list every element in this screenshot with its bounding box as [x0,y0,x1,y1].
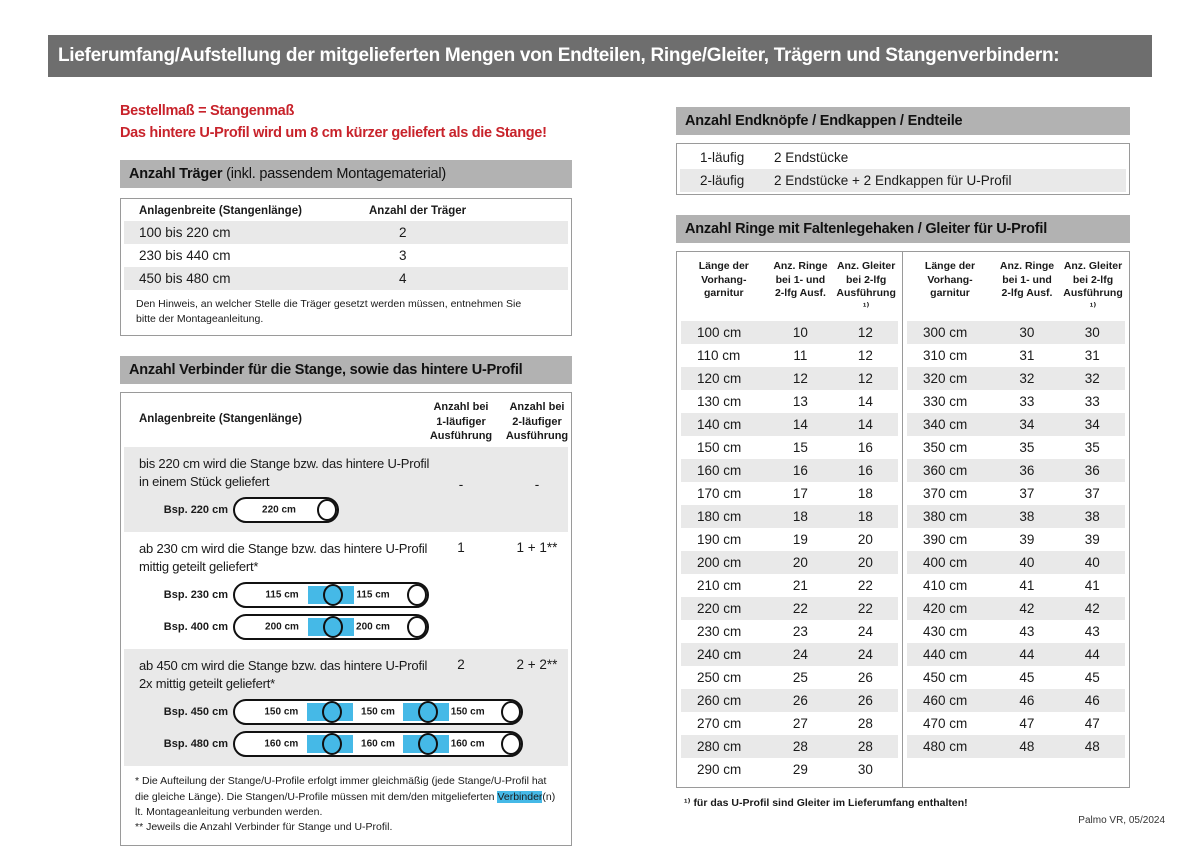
cell-anz-gleiter: 45 [1084,669,1100,685]
cell-laenge: 110 cm [697,347,741,363]
example-label: Bsp. 480 cm [163,738,228,751]
cell-anz-ringe: 40 [1019,554,1035,570]
cell-laenge: 210 cm [697,577,742,593]
cell-anz-gleiter: 31 [1084,347,1100,363]
cell-anzahl-traeger: 3 [399,248,407,263]
ringe-table-right [903,252,1129,787]
header-line: 2-lfg Ausf. [774,287,826,300]
column-header [833,260,899,315]
order-size-note-line1: Bestellmaß = Stangenmaß [120,103,295,119]
curtain-rod-graphic [233,614,429,640]
header-line: bei 1- und [775,273,826,286]
segment-length-label: 200 cm [265,621,299,633]
rod-endcap-icon [501,733,521,755]
cell-laenge: 320 cm [923,370,968,386]
cell-laenge: 420 cm [923,600,968,616]
cell-anz-gleiter: 46 [1084,692,1100,708]
traeger-rows [121,221,571,290]
header-line: Anz. Gleiter [1063,260,1123,272]
header-line: Ausführung ¹⁾ [836,287,896,313]
header-line: Anz. Gleiter [836,260,896,272]
table-row [681,321,898,344]
cell-laenge: 220 cm [697,600,742,616]
cell-laenge: 150 cm [697,439,742,455]
cell-anz-gleiter: 36 [1084,462,1100,478]
cell-anzahl-2laeufig: - [534,477,540,493]
header-line: Anzahl bei [433,401,489,414]
cell-laenge: 250 cm [697,669,742,685]
cell-laenge: 390 cm [923,531,968,547]
cell-anz-gleiter: 20 [857,531,873,547]
cell-laenge: 280 cm [697,738,742,754]
verbinder-table [120,392,572,846]
cell-anz-gleiter: 12 [857,347,873,363]
ringe-header-row [680,256,899,321]
table-row [907,505,1125,528]
cell-anz-gleiter: 28 [857,738,873,754]
cell-anz-gleiter: 20 [857,554,873,570]
verbinder-section-title: Anzahl Verbinder für die Stange, sowie das hintere U-Profil [129,362,523,379]
cell-anz-ringe: 14 [792,416,808,432]
cell-anz-gleiter: 40 [1084,554,1100,570]
cell-anz-ringe: 17 [792,485,808,501]
cell-anz-ringe: 16 [792,462,808,478]
cell-anz-ringe: 13 [792,393,808,409]
table-row [907,712,1125,735]
cell-anzahl-1laeufig: 1 [457,540,465,556]
cell-anz-ringe: 27 [792,715,808,731]
cell-laenge: 180 cm [697,508,742,524]
table-row [907,390,1125,413]
header-line: Anz. Ringe [773,260,828,272]
header-line: Vorhang- [701,273,747,286]
cell-anz-gleiter: 44 [1084,646,1100,662]
curtain-rod-graphic [233,731,523,757]
cell-anz-ringe: 42 [1019,600,1035,616]
cell-endteile: 2 Endstücke [774,150,849,165]
endteile-section-header [676,107,1130,135]
cell-laenge: 340 cm [923,416,968,432]
rod-endcap-icon [501,701,521,723]
cell-anz-ringe: 22 [792,600,808,616]
cell-anz-gleiter: 18 [857,485,873,501]
cell-anz-ringe: 33 [1019,393,1035,409]
table-row [907,436,1125,459]
cell-laenge: 130 cm [697,393,742,409]
cell-laenge: 310 cm [923,347,968,363]
table-row [124,532,568,649]
cell-laenge: 400 cm [923,554,968,570]
table-row [681,390,898,413]
document-version: Palmo VR, 05/2024 [1078,815,1165,826]
segment-length-label: 220 cm [262,504,296,516]
cell-anzahl-2laeufig: 1 + 1** [516,540,558,556]
cell-anz-ringe: 24 [792,646,808,662]
cell-anz-ringe: 18 [792,508,808,524]
column-header [906,260,994,315]
cell-anz-gleiter: 16 [857,439,873,455]
cell-anzahl-traeger: 2 [399,225,407,240]
segment-length-label: 150 cm [450,706,485,718]
table-row [681,344,898,367]
cell-anz-gleiter: 24 [857,623,873,639]
description-line: mittig geteilt geliefert* [139,559,259,575]
cell-anz-ringe: 11 [793,347,808,363]
cell-anlagenbreite: 100 bis 220 cm [139,225,231,240]
cell-anz-gleiter: 43 [1084,623,1100,639]
cell-laenge: 430 cm [923,623,968,639]
cell-laufvariante: 1-läufig [700,150,745,165]
table-row [907,413,1125,436]
column-header-anlagenbreite: Anlagenbreite (Stangenlänge) [139,205,302,217]
cell-laenge: 230 cm [697,623,742,639]
cell-laenge: 330 cm [923,393,968,409]
table-row [907,666,1125,689]
cell-laenge: 240 cm [697,646,742,662]
cell-anz-ringe: 45 [1019,669,1035,685]
description-line: bis 220 cm wird die Stange bzw. das hintere U-Profil [139,456,430,472]
table-row [681,712,898,735]
cell-laufvariante: 2-läufig [700,173,745,188]
footnote-anzahl-verbinder: ** Jeweils die Anzahl Verbinder für Stange und U-Profil. [135,821,393,834]
table-row [681,574,898,597]
cell-anz-ringe: 20 [792,554,808,570]
rod-example-diagram [124,728,568,760]
table-row [681,459,898,482]
cell-anz-ringe: 36 [1019,462,1035,478]
description-line: 2x mittig geteilt geliefert* [139,676,276,692]
cell-laenge: 480 cm [923,738,968,754]
cell-laenge: 120 cm [697,370,742,386]
cell-anz-gleiter: 14 [857,393,873,409]
header-line: Anzahl bei [509,401,565,414]
header-line: bei 1- und [1002,273,1052,286]
cell-anz-gleiter: 35 [1084,439,1100,455]
traeger-table-header [124,199,568,221]
cell-laenge: 360 cm [923,462,968,478]
table-row [907,597,1125,620]
verbinder-rows [121,447,571,766]
description-line: ab 230 cm wird die Stange bzw. das hintere U-Profil [139,541,428,557]
cell-laenge: 350 cm [923,439,968,455]
ringe-table-halves [677,252,1129,787]
cell-anz-gleiter: 38 [1084,508,1100,524]
page-title: Lieferumfang/Aufstellung der mitgelieferten Mengen von Endteilen, Ringe/Gleiter, Trägern und Stangenverbindern: [48,35,1152,77]
cell-anz-ringe: 41 [1019,577,1035,593]
curtain-rod-graphic [233,582,429,608]
cell-anz-gleiter: 24 [857,646,873,662]
cell-laenge: 450 cm [923,669,968,685]
traeger-section-title: Anzahl Träger [129,166,223,182]
table-row [681,597,898,620]
cell-laenge: 200 cm [697,554,742,570]
rod-joint-icon [322,701,342,723]
segment-length-label: 150 cm [361,706,395,718]
column-header [768,260,834,315]
cell-anz-ringe: 19 [792,531,808,547]
table-row [681,528,898,551]
cell-anz-gleiter: 41 [1084,577,1100,593]
verbinder-section-header [120,356,572,384]
ringe-header-row [906,256,1126,321]
example-label: Bsp. 220 cm [163,504,228,517]
ringe-table [676,251,1130,788]
column-header [994,260,1060,315]
cell-laenge: 470 cm [923,715,968,731]
table-row [681,367,898,390]
header-line: Länge der [924,260,976,272]
cell-anz-gleiter: 47 [1084,715,1100,731]
cell-laenge: 260 cm [697,692,742,708]
rod-example-diagram [124,696,568,728]
column-header [680,260,768,315]
cell-anz-gleiter: 16 [857,462,873,478]
header-line: Vorhang- [927,273,973,286]
cell-anlagenbreite: 450 bis 480 cm [139,271,231,286]
table-row [907,321,1125,344]
cell-anz-ringe: 46 [1019,692,1035,708]
header-line: Ausführung [505,429,569,442]
cell-anz-ringe: 30 [1019,324,1035,340]
table-row [907,620,1125,643]
cell-anz-ringe: 21 [792,577,808,593]
header-line: garnitur [703,287,744,300]
verbinder-footnotes [121,766,571,845]
cell-anz-gleiter: 37 [1084,485,1100,501]
cell-anz-gleiter: 14 [857,416,873,432]
traeger-note: Den Hinweis, an welcher Stelle die Träger gesetzt werden müssen, entnehmen Sie bitte der Montageanleitung. [136,298,522,325]
table-row [680,169,1126,192]
column-header [1060,260,1126,315]
cell-anlagenbreite: 230 bis 440 cm [139,248,231,263]
segment-length-label: 160 cm [264,738,299,750]
cell-anz-ringe: 37 [1019,485,1035,501]
left-column [120,100,572,846]
cell-anzahl-1laeufig: 2 [457,657,465,673]
table-row [681,689,898,712]
header-line: 1-läufiger [436,415,486,428]
table-row [124,221,568,244]
cell-anz-gleiter: 30 [1084,324,1100,340]
header-line: bei 2-lfg [1072,273,1114,286]
cell-anz-ringe: 15 [792,439,808,455]
cell-anz-ringe: 10 [792,324,808,340]
table-row [124,447,568,532]
cell-anz-gleiter: 26 [857,669,873,685]
cell-laenge: 300 cm [923,324,968,340]
cell-anzahl-traeger: 4 [399,271,407,286]
segment-length-label: 160 cm [361,738,395,750]
table-row [907,643,1125,666]
header-line: Ausführung ¹⁾ [1063,287,1123,313]
header-line: Ausführung [429,429,493,442]
segment-length-label: 115 cm [356,589,390,601]
column-header-anlagenbreite: Anlagenbreite (Stangenlänge) [139,413,302,426]
segment-length-label: 200 cm [356,621,390,633]
cell-endteile: 2 Endstücke + 2 Endkappen für U-Profil [774,173,1012,188]
cell-anz-ringe: 29 [792,761,808,777]
table-row [124,649,568,766]
cell-anz-ringe: 34 [1019,416,1035,432]
column-header-2laeufig [502,400,572,443]
segment-length-label: 160 cm [450,738,485,750]
cell-anz-gleiter: 28 [857,715,873,731]
table-row [681,413,898,436]
ringe-table-left [677,252,903,787]
cell-laenge: 380 cm [923,508,968,524]
table-row [681,666,898,689]
description-line: ab 450 cm wird die Stange bzw. das hintere U-Profil [139,658,428,674]
cell-anz-ringe: 44 [1019,646,1035,662]
cell-anz-gleiter: 39 [1084,531,1100,547]
cell-laenge: 100 cm [697,324,742,340]
cell-anz-gleiter: 18 [857,508,873,524]
order-size-note [120,100,572,144]
cell-anz-gleiter: 33 [1084,393,1100,409]
cell-anz-gleiter: 42 [1084,600,1100,616]
cell-anz-gleiter: 48 [1084,738,1100,754]
table-row [681,620,898,643]
rod-endcap-icon [317,499,337,521]
cell-anz-ringe: 32 [1019,370,1035,386]
cell-anz-ringe: 26 [792,692,808,708]
cell-laenge: 460 cm [923,692,968,708]
table-row [681,758,898,781]
table-row [907,689,1125,712]
table-row [124,267,568,290]
table-row [124,244,568,267]
example-label: Bsp. 450 cm [163,706,228,719]
cell-anz-gleiter: 12 [857,324,873,340]
rod-joint-icon [322,733,342,755]
header-line: 2-lfg Ausf. [1001,287,1053,300]
cell-laenge: 410 cm [923,577,968,593]
table-row [907,574,1125,597]
rod-endcap-icon [407,584,427,606]
rod-endcap-icon [407,616,427,638]
table-row [681,436,898,459]
table-row [907,459,1125,482]
table-row [681,643,898,666]
cell-laenge: 140 cm [697,416,742,432]
rod-example-diagram [124,579,568,611]
cell-anz-ringe: 39 [1019,531,1035,547]
cell-laenge: 440 cm [923,646,968,662]
table-row [680,146,1126,169]
header-line: Länge der [698,260,749,272]
table-row [681,551,898,574]
cell-anz-gleiter: 30 [857,761,873,777]
curtain-rod-graphic [233,699,523,725]
example-label: Bsp. 400 cm [163,621,228,634]
endteile-rows [677,146,1129,192]
cell-anz-ringe: 35 [1019,439,1035,455]
cell-laenge: 170 cm [697,485,742,501]
cell-anz-ringe: 48 [1019,738,1035,754]
cell-anz-gleiter: 22 [857,600,873,616]
example-label: Bsp. 230 cm [163,589,228,602]
cell-anzahl-1laeufig: - [458,477,464,493]
cell-anz-gleiter: 34 [1084,416,1100,432]
cell-anz-ringe: 12 [792,370,808,386]
rod-example-diagram [124,611,568,643]
header-line: garnitur [930,287,970,300]
cell-laenge: 190 cm [697,531,742,547]
order-size-note-line2: Das hintere U-Profil wird um 8 cm kürzer geliefert als die Stange! [120,125,547,141]
table-row [681,735,898,758]
traeger-section-header [120,160,572,188]
column-header-1laeufig [426,400,496,443]
table-row [907,551,1125,574]
cell-anzahl-2laeufig: 2 + 2** [516,657,558,673]
cell-anz-ringe: 23 [792,623,808,639]
cell-anz-gleiter: 26 [857,692,873,708]
cell-laenge: 270 cm [697,715,742,731]
cell-anz-ringe: 43 [1019,623,1035,639]
cell-laenge: 370 cm [923,485,968,501]
endteile-table [676,143,1130,195]
cell-anz-ringe: 38 [1019,508,1035,524]
table-row [907,528,1125,551]
table-row [681,505,898,528]
table-row [907,735,1125,758]
table-row [681,482,898,505]
gleiter-footnote: ¹⁾ für das U-Profil sind Gleiter im Lieferumfang enthalten! [684,796,968,809]
table-row [907,367,1125,390]
cell-anz-ringe: 47 [1019,715,1035,731]
verbinder-table-header [124,393,568,447]
column-header-anzahl-traeger: Anzahl der Träger [369,205,467,217]
segment-length-label: 150 cm [264,706,299,718]
rod-example-diagram [124,494,568,526]
cell-anz-ringe: 31 [1019,347,1035,363]
endteile-section-title: Anzahl Endknöpfe / Endkappen / Endteile [685,113,963,129]
cell-anz-gleiter: 32 [1084,370,1100,386]
cell-anz-gleiter: 22 [857,577,873,593]
verbinder-highlight: Verbinder [497,790,543,803]
segment-length-label: 115 cm [265,589,299,601]
cell-laenge: 160 cm [697,462,742,478]
curtain-rod-graphic [233,497,339,523]
table-row [907,344,1125,367]
header-line: Anz. Ringe [999,260,1055,272]
cell-anz-ringe: 25 [792,669,808,685]
traeger-table [120,198,572,336]
header-line: bei 2-lfg [845,273,887,286]
right-column [676,107,1130,809]
cell-anz-gleiter: 12 [857,370,873,386]
footnote-aufteilung: * Die Aufteilung der Stange/U-Profile erfolgt immer gleichmäßig (jede Stange/U-Profil hat die gleiche Länge). Die Stangen/U-Profile müssen mit dem/den mitgelieferten Verbinder(n) lt. Montageanleitung verbunden werden. [135,775,556,818]
description-line: in einem Stück geliefert [139,474,270,490]
traeger-section-subtitle: (inkl. passendem Montagematerial) [222,166,446,182]
cell-laenge: 290 cm [697,761,742,777]
ringe-section-header [676,215,1130,243]
cell-anz-ringe: 28 [792,738,808,754]
header-line: 2-läufiger [512,415,562,428]
ringe-section-title: Anzahl Ringe mit Faltenlegehaken / Gleiter für U-Profil [685,221,1048,237]
table-row [907,482,1125,505]
